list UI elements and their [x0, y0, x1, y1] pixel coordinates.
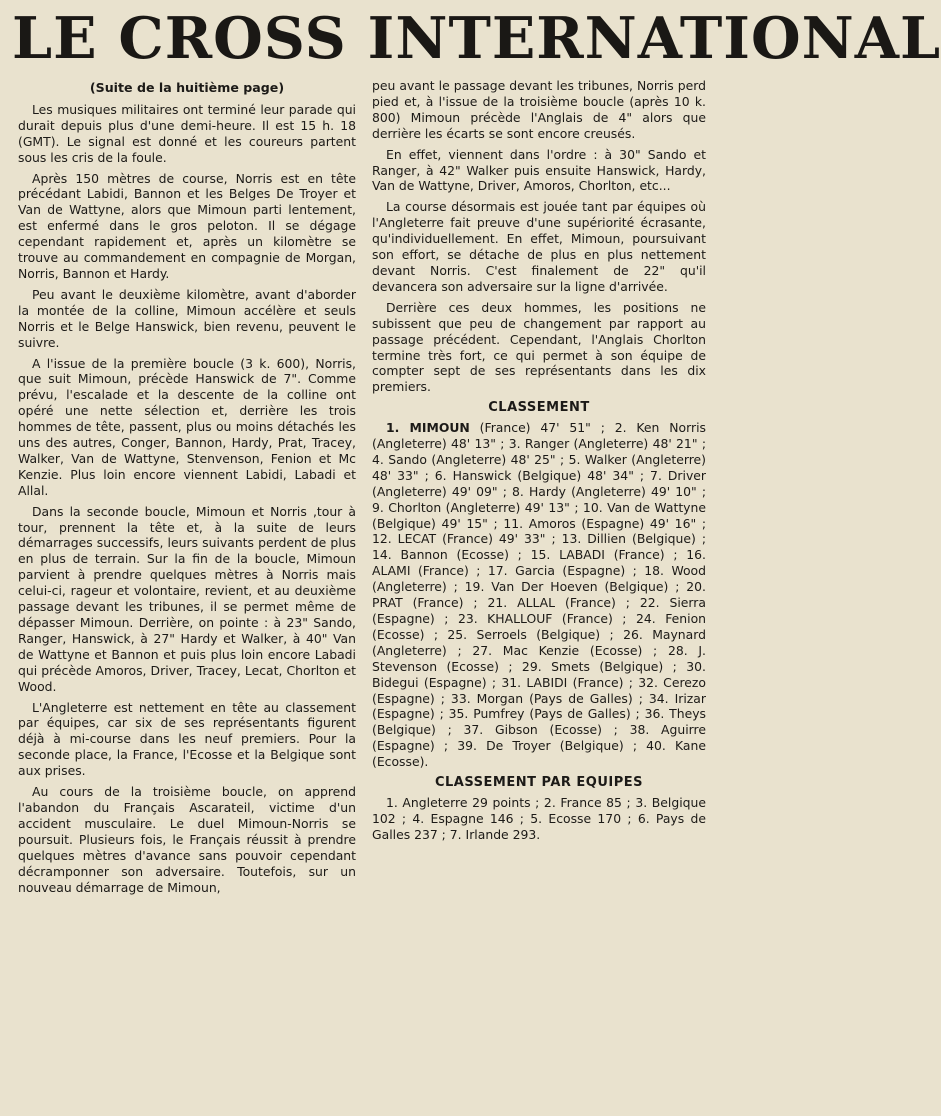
article-column-left — [18, 80, 356, 900]
classement-list — [372, 420, 706, 770]
article-paragraph: Derrière ces deux hommes, les positions ne subissent que peu de changement par rapport au passage précédent. Cependant, l'Anglais Chorlton termine très fort, ce qui permet à son équipe de compter sept de ses représentants dans les dix premiers. — [372, 299, 706, 395]
article-paragraph: Les musiques militaires ont terminé leur parade qui durait depuis plus d'une demi-heure. Il est 15 h. 18 (GMT). Le signal est donné et les coureurs partent sous les cris de la foule. — [18, 101, 356, 165]
article-column-right — [372, 78, 706, 848]
continuation-note: (Suite de la huitième page) — [89, 80, 285, 95]
classement-heading: CLASSEMENT — [488, 400, 590, 416]
article-paragraph: L'Angleterre est nettement en tête au classement par équipes, car six de ses représentants figurent déjà à mi-course dans les neuf premiers. Pour la seconde place, la France, l'Ecosse et la Belgique sont aux prises. — [18, 699, 356, 779]
article-paragraph: La course désormais est jouée tant par équipes où l'Angleterre fait preuve d'une supériorité écrasante, qu'individuellement. En effet, Mimoun, poursuivant son effort, se détache de plus en plus nettement devant Norris. C'est finalement de 22" qu'il devancera son adversaire sur la ligne d'arrivée. — [372, 199, 706, 294]
article-paragraph: Après 150 mètres de course, Norris est en tête précédant Labidi, Bannon et les Belges De Troyer et Van de Wattyne, alors que Mimoun parti lentement, est enfermé dans le gros peloton. Il se dégage cependant rapidement et, après un kilomètre se trouve au commandement en compagnie de Morgan, Norris, Bannon et Hardy. — [18, 170, 356, 281]
classement-results: (France) 47' 51" ; 2. Ken Norris (Angleterre) 48' 13" ; 3. Ranger (Angleterre) 48' 21" ; 4. Sando (Angleterre) 48' 25" ; 5. Walker (Angleterre) 48' 33" ; 6. Hanswick (Belgique) 48' 34" ; 7. Driver (Angleterre) 49' 09" ; 8. Hardy (Angleterre) 49' 10" ; 9. Chorlton (Angleterre) 49' 13" ; 10. Van de Wattyne (Belgique) 49' 15" ; 11. Amoros (Espagne) 49' 16" ; 12. LECAT (France) 49' 33" ; 13. Dillien (Belgique) ; 14. Bannon (Ecosse) ; 15. LABADI (France) ; 16. ALAMI (France) ; 17. Garcia (Espagne) ; 18. Wood (Angleterre) ; 19. Van Der Hoeven (Belgique) ; 20. PRAT (France) ; 21. ALLAL (France) ; 22. Sierra (Espagne) ; 23. KHALLOUF (France) ; 24. Fenion (Ecosse) ; 25. Serroels (Belgique) ; 26. Maynard (Angleterre) ; 27. Mac Kenzie (Ecosse) ; 28. J. Stevenson (Ecosse) ; 29. Smets (Belgique) ; 30. Bidegui (Espagne) ; 31. LABIDI (France) ; 32. Cerezo (Espagne) ; 33. Morgan (Pays de Galles) ; 34. Irizar (Espagne) ; 35. Pumfrey (Pays de Galles) ; 36. Theys (Belgique) ; 37. Gibson (Ecosse) ; 38. Aguirre (Espagne) ; 39. De Troyer (Belgique) ; 40. Kane (Ecosse). — [372, 420, 706, 770]
article-paragraph: Dans la seconde boucle, Mimoun et Norris ,tour à tour, prennent la tête et, à la suite de leurs démarrages successifs, leurs suivants perdent de plus en plus de terrain. Sur la fin de la boucle, Mimoun parvient à prendre quelques mètres à Norris mais celui-ci, rageur et volontaire, revient, et au deuxième passage devant les tribunes, il se permet même de dépasser Mimoun. Derrière, on pointe : à 23" Sando, Ranger, Hanswick, à 27" Hardy et Walker, à 40" Van de Wattyne et Bannon et puis plus loin encore Labadi qui précède Amoros, Driver, Tracey, Lecat, Chorlton et Wood. — [18, 503, 356, 694]
headline: LE CROSS INTERNATIONAL — [12, 5, 941, 72]
classement-winner: 1. MIMOUN — [386, 420, 470, 436]
article-paragraph: peu avant le passage devant les tribunes, Norris perd pied et, à l'issue de la troisième boucle (après 10 k. 800) Mimoun précède l'Anglais de 4" alors que derrière les écarts se sont encore creusés. — [372, 78, 706, 141]
article-paragraph: Au cours de la troisième boucle, on apprend l'abandon du Français Ascarateil, victime d'un accident musculaire. Le duel Mimoun-Norris se poursuit. Plusieurs fois, le Français réussit à prendre quelques mètres d'avance sans pouvoir cependant décramponner son adversaire. Toutefois, sur un nouveau démarrage de Mimoun, — [18, 784, 356, 895]
equipes-heading: CLASSEMENT PAR EQUIPES — [434, 775, 644, 791]
article-paragraph: En effet, viennent dans l'ordre : à 30" Sando et Ranger, à 42" Walker puis ensuite Hanswick, Hardy, Van de Wattyne, Driver, Amoros, Chorlton, etc... — [372, 146, 706, 194]
article-paragraph: A l'issue de la première boucle (3 k. 600), Norris, que suit Mimoun, précède Hanswick de 7". Comme prévu, l'escalade et la descente de la colline ont opéré une nette sélection et, derrière les trois hommes de tête, passent, plus ou moins détachés les uns des autres, Conger, Bannon, Hardy, Prat, Tracey, Walker, Van de Wattyne, Stenvenson, Fenion et Mc Kenzie. Plus loin encore viennent Labidi, Labadi et Allal. — [18, 355, 356, 498]
equipes-list: 1. Angleterre 29 points ; 2. France 85 ; 3. Belgique 102 ; 4. Espagne 146 ; 5. Ecosse 170 ; 6. Pays de Galles 237 ; 7. Irlande 293. — [372, 794, 706, 842]
article-paragraph: Peu avant le deuxième kilomètre, avant d'aborder la montée de la colline, Mimoun accélère et seuls Norris et le Belge Hanswick, bien revenu, peuvent le suivre. — [18, 286, 356, 350]
